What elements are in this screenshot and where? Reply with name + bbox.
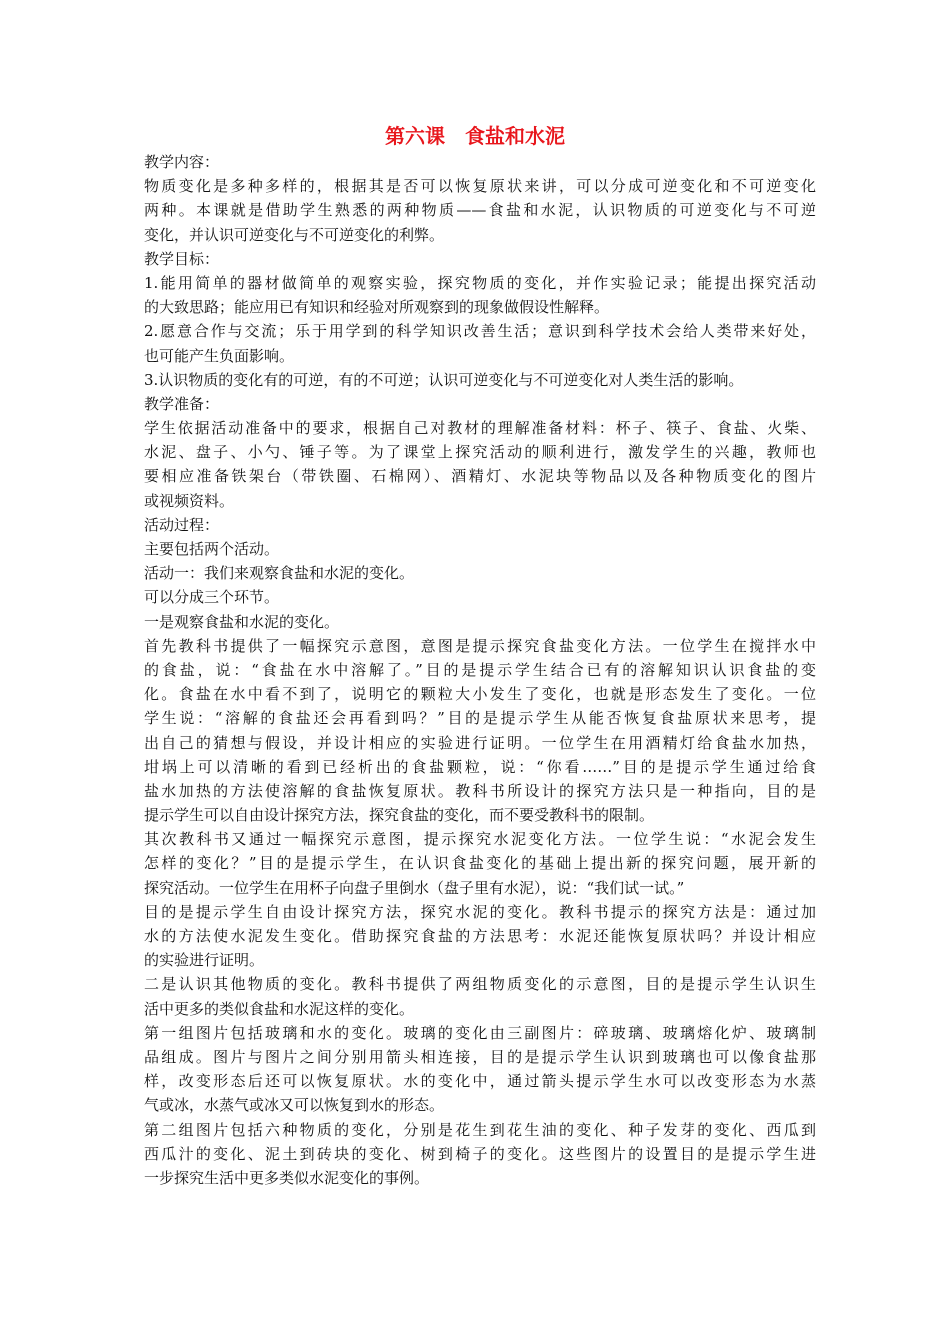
body-line: 第一组图片包括玻璃和水的变化。玻璃的变化由三副图片：碎玻璃、玻璃熔化炉、玻璃制 bbox=[144, 1023, 816, 1042]
body-line: 1.能用简单的器材做简单的观察实验，探究物质的变化，并作实验记录；能提出探究活动 bbox=[144, 273, 816, 292]
body-line: 也可能产生负面影响。 bbox=[144, 346, 295, 365]
body-line: 气或冰，水蒸气或冰又可以恢复到水的形态。 bbox=[144, 1096, 445, 1115]
body-line: 一步探究生活中更多类似水泥变化的事例。 bbox=[144, 1168, 430, 1187]
body-line: 变化，并认识可逆变化与不可逆变化的利弊。 bbox=[144, 225, 445, 244]
body-line: 品组成。图片与图片之间分别用箭头相连接，目的是提示学生认识到玻璃也可以像食盐那 bbox=[144, 1047, 816, 1066]
body-line: 怎样的变化？”目的是提示学生，在认识食盐变化的基础上提出新的探究问题，展开新的 bbox=[144, 854, 816, 873]
body-line: 的食盐，说：“食盐在水中溶解了。”目的是提示学生结合已有的溶解知识认识食盐的变 bbox=[144, 660, 816, 679]
body-line: 水的方法使水泥发生变化。借助探究食盐的方法思考：水泥还能恢复原状吗？并设计相应 bbox=[144, 927, 816, 945]
body-line: 西瓜汁的变化、泥土到砖块的变化、树到椅子的变化。这些图片的设置目的是提示学生进 bbox=[144, 1144, 816, 1163]
body-line: 的大致思路；能应用已有知识和经验对所观察到的现象做假设性解释。 bbox=[144, 298, 610, 317]
body-line: 要相应准备铁架台（带铁圈、石棉网）、酒精灯、水泥块等物品以及各种物质变化的图片 bbox=[144, 467, 816, 486]
body-line: 的实验进行证明。 bbox=[144, 951, 265, 970]
body-line: 其次教科书又通过一幅探究示意图，提示探究水泥变化方法。一位学生说：“水泥会发生 bbox=[144, 830, 816, 849]
body-line: 一是观察食盐和水泥的变化。 bbox=[144, 612, 340, 631]
body-line: 化。食盐在水中看不到了，说明它的颗粒大小发生了变化，也就是形态发生了变化。一位 bbox=[144, 685, 816, 704]
body-line: 学生说：“溶解的食盐还会再看到吗？”目的是提示学生从能否恢复食盐原状来思考，提 bbox=[144, 709, 816, 728]
body-line: 水泥、盘子、小勺、锤子等。为了课堂上探究活动的顺利进行，激发学生的兴趣，教师也 bbox=[144, 443, 816, 462]
body-line: 两种。本课就是借助学生熟悉的两种物质——食盐和水泥，认识物质的可逆变化与不可逆 bbox=[144, 201, 816, 220]
body-line: 出自己的猜想与假设，并设计相应的实验进行证明。一位学生在用酒精灯给食盐水加热， bbox=[144, 733, 816, 752]
body-line: 教学目标： bbox=[144, 249, 220, 268]
body-line: 活中更多的类似食盐和水泥这样的变化。 bbox=[144, 999, 415, 1018]
body-line: 活动一：我们来观察食盐和水泥的变化。 bbox=[144, 564, 415, 583]
body-line: 3.认识物质的变化有的可逆，有的不可逆；认识可逆变化与不可逆变化对人类生活的影响。 bbox=[144, 370, 744, 389]
body-line: 第二组图片包括六种物质的变化，分别是花生到花生油的变化、种子发芽的变化、西瓜到 bbox=[144, 1120, 816, 1139]
body-line: 盐水加热的方法使溶解的食盐恢复原状。教科书所设计的探究方法只是一种指向，目的是 bbox=[144, 781, 816, 800]
body-line: 或视频资料。 bbox=[144, 491, 235, 510]
body-line: 教学准备： bbox=[144, 394, 220, 413]
body-line: 探究活动。一位学生在用杯子向盘子里倒水（盘子里有水泥），说：“我们试一试。” bbox=[144, 878, 685, 897]
body-line: 物质变化是多种多样的，根据其是否可以恢复原状来讲，可以分成可逆变化和不可逆变化 bbox=[144, 177, 816, 196]
body-line: 教学内容： bbox=[144, 153, 220, 171]
body-line: 首先教科书提供了一幅探究示意图，意图是提示探究食盐变化方法。一位学生在搅拌水中 bbox=[144, 636, 816, 655]
body-line: 目的是提示学生自由设计探究方法，探究水泥的变化。教科书提示的探究方法是：通过加 bbox=[144, 902, 816, 921]
document-body bbox=[144, 150, 816, 1190]
body-line: 主要包括两个活动。 bbox=[144, 540, 280, 558]
body-line: 学生依据活动准备中的要求，根据自己对教材的理解准备材料：杯子、筷子、食盐、火柴、 bbox=[144, 419, 816, 438]
body-line: 提示学生可以自由设计探究方法，探究食盐的变化，而不要受教科书的限制。 bbox=[144, 806, 655, 825]
body-line: 坩埚上可以清晰的看到已经析出的食盐颗粒，说：“你看……”目的是提示学生通过给食 bbox=[144, 757, 816, 776]
body-line: 活动过程： bbox=[144, 515, 220, 534]
body-line: 样，改变形态后还可以恢复原状。水的变化中，通过箭头提示学生水可以改变形态为水蒸 bbox=[144, 1072, 816, 1091]
body-line: 可以分成三个环节。 bbox=[144, 588, 280, 607]
document-title: 第六课 食盐和水泥 bbox=[385, 124, 565, 148]
body-line: 二是认识其他物质的变化。教科书提供了两组物质变化的示意图，目的是提示学生认识生 bbox=[144, 975, 816, 994]
body-line: 2.愿意合作与交流；乐于用学到的科学知识改善生活；意识到科学技术会给人类带来好处， bbox=[144, 322, 816, 341]
